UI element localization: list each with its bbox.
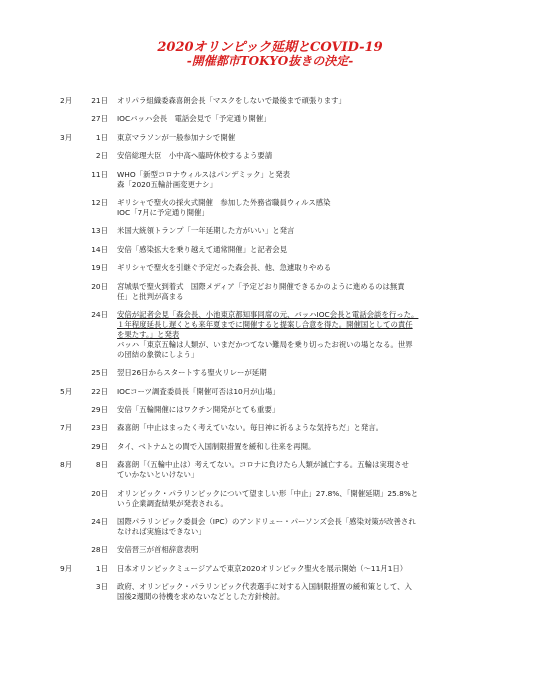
- entry-line: 国際パラリンピック委員会（IPC）のアンドリュー・パーソンズ会長「感染対策が改善され: [117, 517, 416, 527]
- entry-text: [117, 114, 477, 124]
- entry-line: 安倍「五輪開催にはワクチン開発がとても重要」: [117, 405, 280, 415]
- entry-line: 米国大統領トランプ「一年延期した方がいい」と発言: [117, 226, 295, 236]
- entry-text: [117, 368, 477, 378]
- entry-text: [117, 423, 477, 433]
- entry-text: [117, 310, 477, 360]
- timeline-entry: [0, 405, 540, 415]
- entry-line: 国後2週間の待機を求めないなどとした方針検討。: [117, 592, 285, 602]
- entry-day: 23日: [91, 423, 108, 433]
- timeline-entry: [0, 582, 540, 602]
- timeline-entry: [0, 517, 540, 537]
- entry-day: 19日: [91, 263, 108, 273]
- entry-line: 安倍総理大臣 小中高へ臨時休校するよう要請: [117, 151, 273, 161]
- entry-text: [117, 489, 477, 509]
- entry-day: 29日: [91, 441, 108, 451]
- timeline-entry: [0, 489, 540, 509]
- entry-day: 2日: [95, 151, 108, 161]
- entry-line: １年程度延長し遅くとも来年夏までに開催すると提案し合意を得た。開催国としての責任: [117, 319, 413, 329]
- entry-text: [117, 282, 477, 302]
- entry-text: [117, 387, 477, 397]
- entry-text: [117, 442, 477, 452]
- timeline: [0, 96, 540, 611]
- timeline-entry: [0, 170, 540, 190]
- entry-line: IOCバッハ会長 電話会見で「予定通り開催」: [117, 114, 271, 124]
- timeline-entry: [0, 460, 540, 480]
- entry-line: 東京マラソンが一般参加ナシで開催: [117, 132, 236, 142]
- entry-day: 13日: [91, 226, 108, 236]
- entry-day: 22日: [91, 386, 108, 396]
- timeline-entry: [0, 263, 540, 273]
- timeline-entry: [0, 198, 540, 218]
- entry-line: 安倍「感染拡大を乗り越えて通常開催」と記者会見: [117, 244, 287, 254]
- timeline-entry: [0, 545, 540, 555]
- entry-day: 12日: [91, 197, 108, 207]
- entry-line: オリンピック・パラリンピックについて望ましい形「中止」27.8%、「開催延期」25.8%と: [117, 488, 419, 498]
- entry-day: 1日: [95, 563, 108, 573]
- entry-line: IOC「7月に予定通り開催」: [117, 207, 209, 217]
- entry-month: 7月: [60, 423, 73, 433]
- entry-text: [117, 405, 477, 415]
- entry-line: 森喜朗「（五輪中止は）考えてない。コロナに負けたら人類が滅亡する。五輪は実現させ: [117, 460, 409, 470]
- timeline-entry: [0, 114, 540, 124]
- entry-text: [117, 226, 477, 236]
- page-title: 2020オリンピック延期とCOVID-19: [157, 40, 383, 55]
- entry-text: [117, 582, 477, 602]
- entry-line: なければ実施はできない」: [117, 527, 206, 537]
- entry-day: 21日: [91, 96, 108, 105]
- entry-line: 森喜朗「中止はまったく考えていない。毎日神に祈るような気持ちだ」と発言。: [117, 423, 384, 433]
- entry-text: [117, 133, 477, 143]
- entry-line: WHO「新型コロナウィルスはパンデミック」と発表: [117, 169, 291, 179]
- entry-text: [117, 96, 477, 106]
- timeline-entry: [0, 423, 540, 433]
- timeline-entry: [0, 310, 540, 360]
- entry-text: [117, 545, 477, 555]
- entry-line: ギリシャで聖火の採火式開催 参加した外務省職員ウィルス感染: [117, 197, 331, 207]
- timeline-entry: [0, 282, 540, 302]
- timeline-entry: [0, 226, 540, 236]
- entry-month: 2月: [60, 96, 73, 105]
- entry-line: 翌日26日からスタートする聖火リレーが延期: [117, 368, 267, 378]
- entry-line: 政府、オリンピック・パラリンピック代表選手に対する入国制限措置の緩和策として、入: [117, 582, 412, 592]
- entry-day: 14日: [91, 244, 108, 254]
- entry-month: 9月: [60, 563, 73, 573]
- entry-day: 3日: [95, 582, 108, 592]
- timeline-entry: [0, 133, 540, 143]
- entry-line: いう企業調査結果が発表される。: [117, 498, 228, 508]
- entry-day: 24日: [91, 517, 108, 527]
- entry-day: 28日: [91, 545, 108, 555]
- timeline-entry: [0, 564, 540, 574]
- entry-line: 宮城県で聖火到着式 国際メディア「予定どおり開催できるかのように進めるのは無責: [117, 281, 405, 291]
- entry-line: ギリシャで聖火を引継ぐ予定だった森会長、他、急遽取りやめる: [117, 263, 332, 273]
- entry-month: 3月: [60, 132, 73, 142]
- entry-text: [117, 564, 477, 574]
- entry-day: 29日: [91, 405, 108, 415]
- entry-line: 森「2020五輪計画変更ナシ」: [117, 179, 217, 189]
- entry-line: を果たす。」と発表: [117, 329, 180, 339]
- timeline-entry: [0, 96, 540, 106]
- entry-month: 8月: [60, 460, 73, 470]
- entry-line: 任」と批判が高まる: [117, 291, 184, 301]
- timeline-entry: [0, 387, 540, 397]
- entry-line: の団結の象徴にしよう」: [117, 349, 199, 359]
- entry-line: 安倍晋三が首相辞意表明: [117, 545, 199, 555]
- entry-day: 8日: [95, 460, 108, 470]
- entry-month: 5月: [60, 386, 73, 396]
- page-subtitle: -開催都市TOKYO抜きの決定-: [186, 54, 354, 68]
- timeline-entry: [0, 245, 540, 255]
- entry-line: ていかないといけない」: [117, 470, 199, 480]
- timeline-entry: [0, 368, 540, 378]
- entry-day: 24日: [91, 309, 108, 319]
- entry-day: 11日: [91, 169, 108, 179]
- timeline-entry: [0, 151, 540, 161]
- entry-text: [117, 198, 477, 218]
- entry-line: バッハ「東京五輪は人類が、いまだかつてない難局を乗り切ったお祝いの場となる。世界: [117, 339, 413, 349]
- entry-text: [117, 245, 477, 255]
- entry-day: 25日: [91, 368, 108, 378]
- entry-line: 安倍が記者会見「森会長、小池東京都知事同席の元、バッハIOC会長と電話会談を行った。: [117, 309, 419, 319]
- entry-line: タイ、ベトナムとの間で入国制限措置を緩和し往来を再開。: [117, 441, 316, 451]
- entry-line: IOCコーツ調査委員長「開催可否は10月が山場」: [117, 386, 280, 396]
- entry-text: [117, 263, 477, 273]
- entry-text: [117, 460, 477, 480]
- entry-day: 1日: [95, 132, 108, 142]
- entry-text: [117, 517, 477, 537]
- entry-line: 日本オリンピックミュージアムで東京2020オリンピック聖火を展示開始（～11月1日）: [117, 563, 408, 573]
- entry-line: オリパラ組織委森喜朗会長「マスクをしないで最後まで頑張ります」: [117, 96, 346, 105]
- entry-day: 20日: [91, 488, 108, 498]
- timeline-entry: [0, 442, 540, 452]
- entry-text: [117, 151, 477, 161]
- entry-day: 27日: [91, 114, 108, 124]
- entry-day: 20日: [91, 281, 108, 291]
- entry-text: [117, 170, 477, 190]
